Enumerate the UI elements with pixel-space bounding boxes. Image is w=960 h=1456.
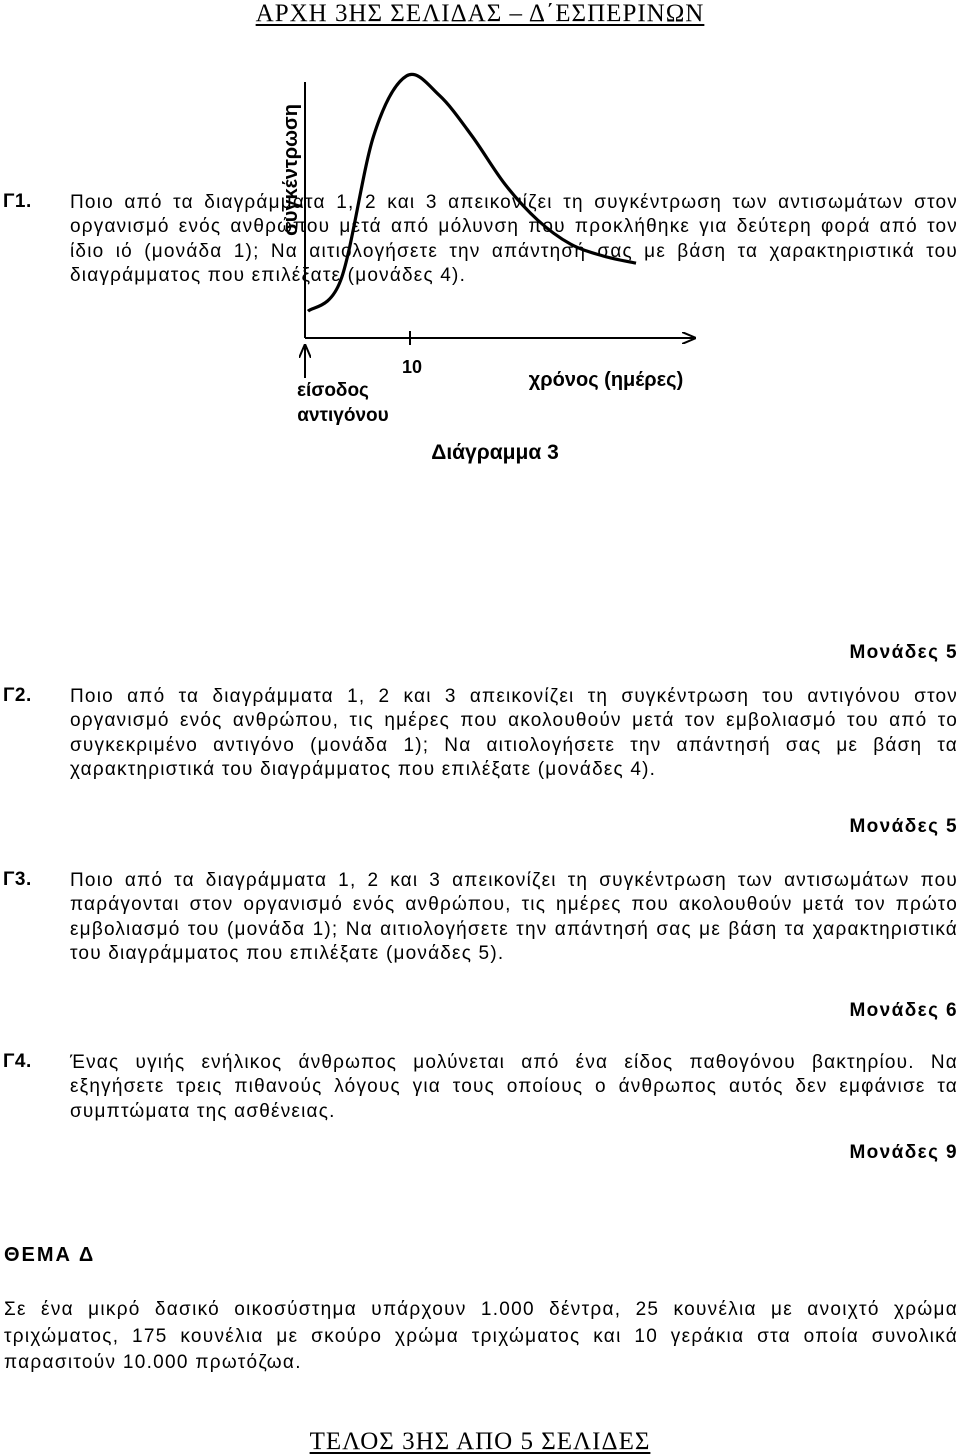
antigen-entry-label-line1: είσοδος [297,380,369,401]
marks-g3: Μονάδες 6 [849,1000,958,1021]
antigen-entry-label-line2: αντιγόνου [297,405,389,426]
theme-title: ΘΕΜΑ Δ [4,1244,96,1266]
question-text-g4: Ένας υγιής ενήλικος άνθρωπος μολύνεται από ένα είδος παθογόνου βακτηρίου. Να εξηγήσετε τρεις πιθανούς λόγους για τους οποίους ο άνθρωπος αυτός δεν εμφάνισε τα συμπτώματα της ασθένειας. [70,1052,958,1122]
marks-g2: Μονάδες 5 [849,816,958,837]
marks-g4: Μονάδες 9 [849,1142,958,1163]
theme-text: Σε ένα μικρό δασικό οικοσύστημα υπάρχουν 1.000 δέντρα, 25 κουνέλια με ανοιχτό χρώμα τριχώματος, 175 κουνέλια με σκούρο χρώμα τριχώματος και 10 γεράκια στα οποία συνολικά παρασιτούν 10.000 πρωτόζωα. [4,1299,958,1373]
question-text-g3: Ποιο από τα διαγράμματα 1, 2 και 3 απεικονίζει τη συγκέντρωση των αντισωμάτων που παράγονται στον οργανισμό ενός ανθρώπου, τις ημέρες που ακολουθούν μετά τον πρώτο εμβολιασμό του (μονάδα 1); Να αιτιολογήσετε την απάντησή σας με βάση τα χαρακτηριστικά του διαγράμματος που επιλέξατε (μονάδες 5). [70,870,958,965]
y-axis-label: συγκέντρωση [280,104,302,236]
question-label-g2: Γ2. [3,685,32,706]
question-text-g1: Ποιο από τα διαγράμματα 1, 2 και 3 απεικονίζει τη συγκέντρωση των αντισωμάτων στον οργανισμό ενός ανθρώπου μετά από μόλυνση που προκλήθηκε για δεύτερη φορά από τον ίδιο ιό (μονάδα 1); Να αιτιολογήσετε την απάντησή σας με βάση τα χαρακτηριστικά του διαγράμματος που επιλέξατε (μονάδες 4). [70,192,958,287]
page-footer: ΤΕΛΟΣ 3ΗΣ ΑΠΟ 5 ΣΕΛΙΔΕΣ [309,1428,651,1455]
question-label-g3: Γ3. [3,869,32,890]
question-text-g2: Ποιο από τα διαγράμματα 1, 2 και 3 απεικονίζει τη συγκέντρωση του αντιγόνου στον οργανισμό ενός ανθρώπου, τις ημέρες που ακολουθούν μετά τον εμβολιασμό του από το συγκεκριμένο αντιγόνο (μονάδα 1); Να αιτιολογήσετε την απάντησή σας με βάση τα χαρακτηριστικά του διαγράμματος που επιλέξατε (μονάδες 4). [70,686,958,781]
question-label-g1: Γ1. [3,191,32,212]
page-header: ΑΡΧΗ 3ΗΣ ΣΕΛΙΔΑΣ – Δ΄ΕΣΠΕΡΙΝΩΝ [255,0,705,27]
x-tick-label: 10 [401,357,423,377]
question-label-g4: Γ4. [3,1051,32,1072]
diagram-caption: Διάγραμμα 3 [431,441,559,464]
x-axis-label: χρόνος (ημέρες) [528,369,684,391]
marks-g1: Μονάδες 5 [849,642,958,663]
